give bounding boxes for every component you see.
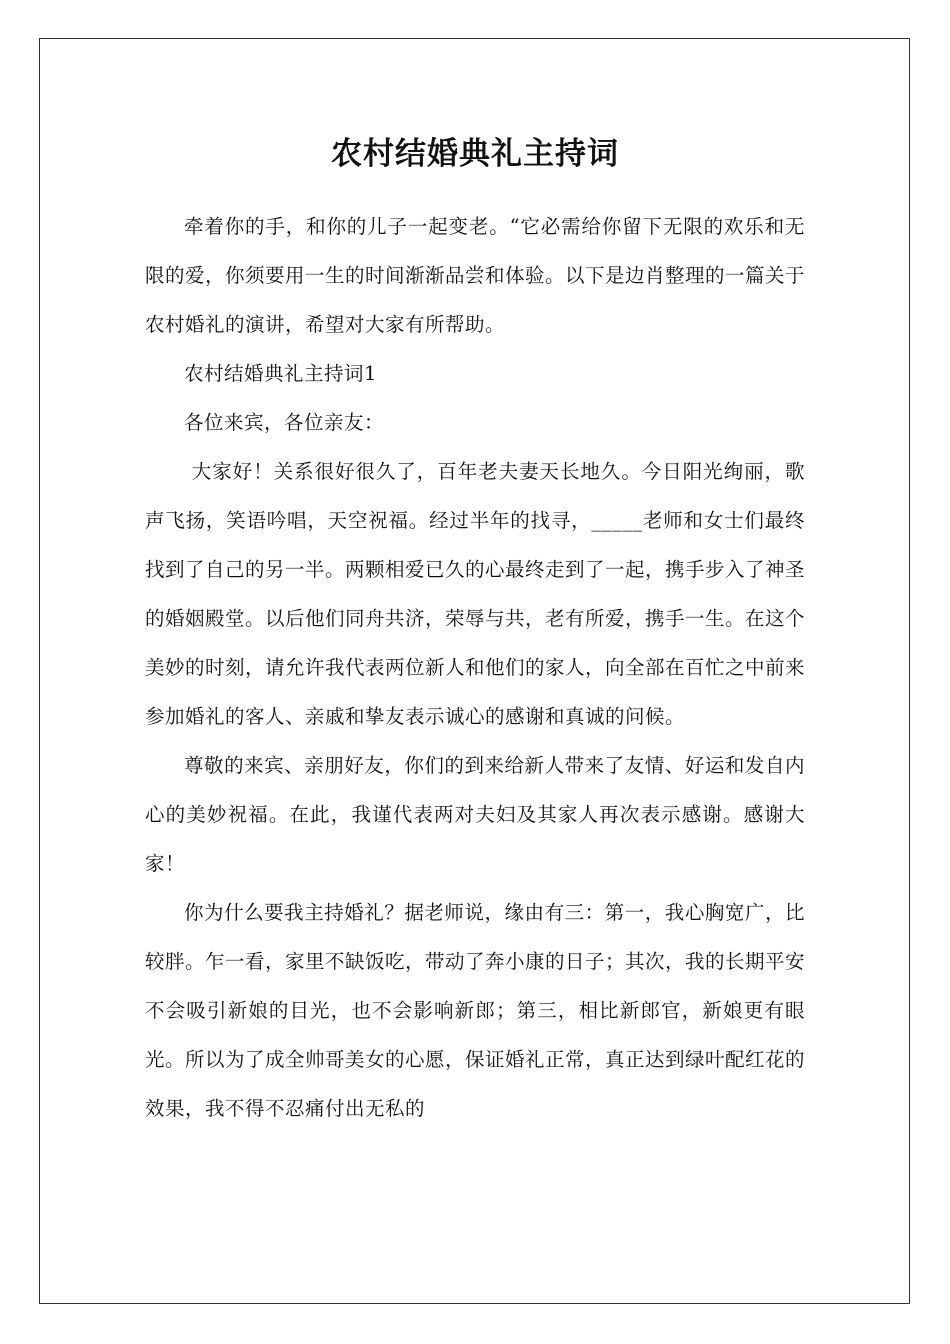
document-title: 农村结婚典礼主持词 xyxy=(331,136,619,172)
paragraph-intro: 牵着你的手，和你的儿子一起变老。“它必需给你留下无限的欢乐和无限的爱，你须要用一生的时间渐渐品尝和体验。以下是边肖整理的一篇关于农村婚礼的演讲，希望对大家有所帮助。 xyxy=(145,215,806,336)
paragraph-thanks: 尊敬的来宾、亲朋好友，你们的到来给新人带来了友情、好运和发自内心的美妙祝福。在此，我谨代表两对夫妇及其家人再次表示感谢。感谢大家！ xyxy=(145,754,805,875)
paragraph-welcome: 大家好！关系很好很久了，百年老夫妻天长地久。今日阳光绚丽，歌声飞扬，笑语吟唱，天空祝福。经过半年的找寻，_____老师和女士们最终找到了自己的另一半。两颗相爱已久的心最终走到了一起，携手步入了神圣的婚姻殿堂。以后他们同舟共济，荣辱与共，老有所爱，携手一生。在这个美妙的时刻，请允许我代表两位新人和他们的家人，向全部在百忙之中前来参加婚礼的客人、亲戚和挚友表示诚心的感谢和真诚的问候。 xyxy=(145,460,806,728)
document-body xyxy=(145,202,805,1133)
section-heading: 农村结婚典礼主持词1 xyxy=(184,362,377,385)
paragraph-greeting: 各位来宾，各位亲友： xyxy=(184,411,385,434)
paragraph-reasons: 你为什么要我主持婚礼？据老师说，缘由有三：第一，我心胸宽广，比较胖。乍一看，家里不缺饭吃，带动了奔小康的日子；其次，我的长期平安不会吸引新娘的目光，也不会影响新郎；第三，相比新郎官，新娘更有眼光。所以为了成全帅哥美女的心愿，保证婚礼正常，真正达到绿叶配红花的效果，我不得不忍痛付出无私的 xyxy=(145,901,806,1120)
